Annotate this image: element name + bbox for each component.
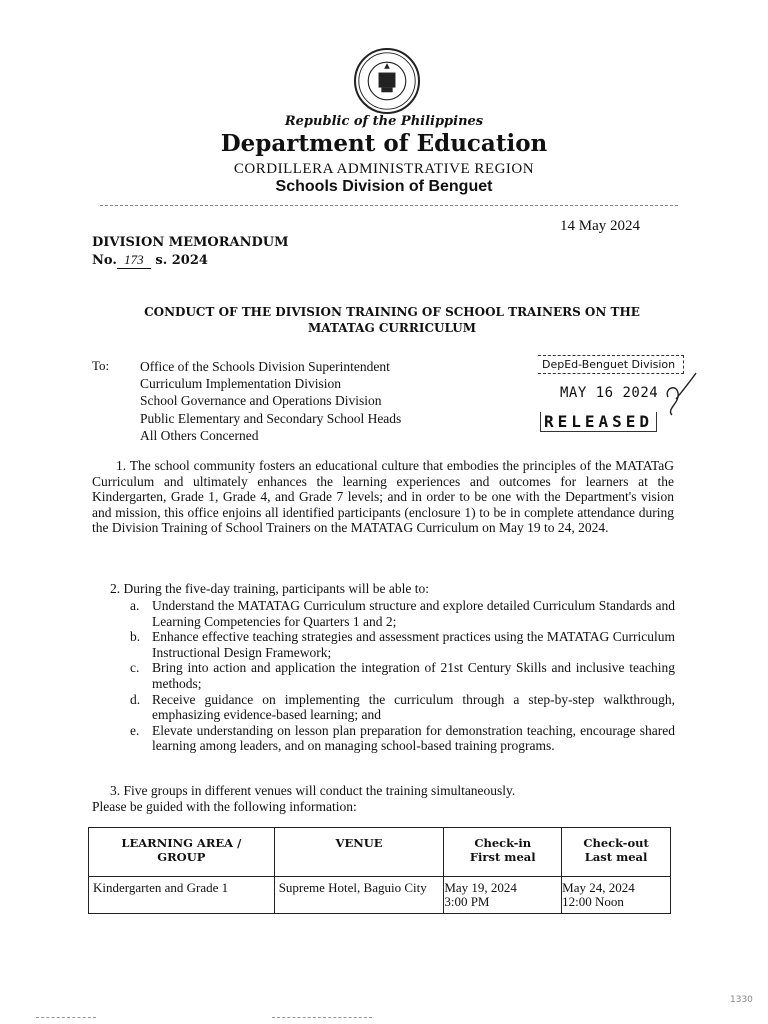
list-item-text: Bring into action and application the integration of 21st Century Skills and inclusive teaching methods; [152,660,675,691]
recipient-item: Public Elementary and Secondary School Heads [140,410,402,426]
list-item-letter: e. [130,722,140,738]
cell-checkin-date: May 19, 2024 [444,880,517,895]
list-item-letter: a. [130,598,140,613]
corner-mark: 1330 [730,995,753,1005]
column-header-checkout [562,828,671,877]
list-item-text: Elevate understanding on lesson plan preparation for demonstration teaching, encourage shared learning among leaders, and on managing school-based training programs. [152,722,675,754]
stamp-office: DepEd-Benguet Division [538,355,684,374]
cell-venue: Supreme Hotel, Baguio City [274,877,444,914]
table-header-row [89,828,671,877]
seal-emblem-icon [356,50,418,112]
list-item-text: Understand the MATATAG Curriculum structure and explore detailed Curriculum Standards and Learning Competencies for Quarters 1 and 2; [152,598,675,629]
objectives-list [130,598,675,754]
memo-title [92,304,692,336]
list-item-text: Receive guidance on implementing the curriculum through a step-by-step walkthrough, emphasizing evidence-based learning; and [152,691,675,723]
paragraph-3-line-1: 3. Five groups in different venues will conduct the training simultaneously. [110,783,516,798]
recipient-item: Curriculum Implementation Division [140,376,341,392]
footer-divider [36,1017,96,1018]
column-header-checkout-line-1: Check-out [583,836,649,850]
paragraph-2-intro: 2. During the five-day training, participants will be able to: [110,581,430,596]
table-row [89,877,671,914]
recipient-item: School Governance and Operations Division [140,393,382,409]
memo-title-line-2: MATATAG CURRICULUM [308,321,476,335]
list-item [130,692,675,723]
memo-no-prefix: No. [92,253,117,268]
cell-checkout-date: May 24, 2024 [562,880,635,895]
memo-series: s. 2024 [155,253,208,268]
list-item [130,598,675,629]
cell-area: Kindergarten and Grade 1 [89,877,275,914]
recipient-item: All Others Concerned [140,427,259,443]
region-name: CORDILLERA ADMINISTRATIVE REGION [233,161,535,177]
released-stamp [538,355,686,439]
list-item-letter: d. [130,691,141,707]
paragraph-1 [92,458,674,536]
recipients-label: To: [92,358,110,373]
column-header-venue [274,828,444,877]
signature-icon [662,369,698,423]
memo-number-line [92,251,289,269]
list-item [130,660,675,691]
deped-seal [354,48,420,114]
recipient-item: Office of the Schools Division Superintendent [140,359,390,374]
header-divider [100,205,678,206]
column-header-area-line-2: GROUP [157,850,206,864]
department-name: Department of Education [220,130,548,157]
venue-table [88,827,671,914]
list-item-letter: b. [130,629,141,645]
paragraph-3-line-2: Please be guided with the following information: [92,798,357,814]
column-header-checkin-line-2: First meal [469,850,536,864]
memo-title-line-1: CONDUCT OF THE DIVISION TRAINING OF SCHOOL TRAINERS ON THE [144,305,640,319]
cell-checkout [562,877,671,914]
paragraph-1-text: 1. The school community fosters an educational culture that embodies the principles of the MATATaG Curriculum and ultimately enhances the learning experiences and outcomes for learners at the Kindergarten, Grade 1, Grade 4, and Grade 7 levels; and in order to be one with the Department's vision and mission, this office enjoins all identified participants (enclosure 1) to be in complete attendance during the Division Training of School Trainers on the MATATAG Curriculum on May 19 to 24, 2024. [92,458,674,536]
cell-checkin [444,877,562,914]
column-header-area-line-1: LEARNING AREA / [121,836,242,850]
stamp-status: RELEASED [540,412,657,432]
stamp-date: MAY 16 2024 [560,385,659,401]
list-item [130,629,675,660]
column-header-checkout-line-2: Last meal [584,850,648,864]
column-header-checkin-line-1: Check-in [474,836,532,850]
cell-checkout-time: 12:00 Noon [562,894,624,909]
column-header-venue-label: VENUE [335,836,383,850]
memo-label: DIVISION MEMORANDUM [92,235,289,250]
memo-block [92,234,289,269]
column-header-checkin [444,828,562,877]
paragraph-3 [92,783,674,814]
footer-divider [272,1017,372,1018]
column-header-area [89,828,275,877]
memo-date: 14 May 2024 [560,218,640,234]
list-item-text: Enhance effective teaching strategies and assessment practices using the MATATAG Curriculum Instructional Design Framework; [152,629,675,660]
division-name: Schools Division of Benguet [275,178,493,195]
cell-checkin-time: 3:00 PM [444,894,490,909]
recipients-list [140,358,401,444]
republic-line: Republic of the Philippines [284,114,484,129]
memo-number: 173 [117,251,151,269]
list-item-letter: c. [130,660,140,676]
list-item [130,723,675,754]
